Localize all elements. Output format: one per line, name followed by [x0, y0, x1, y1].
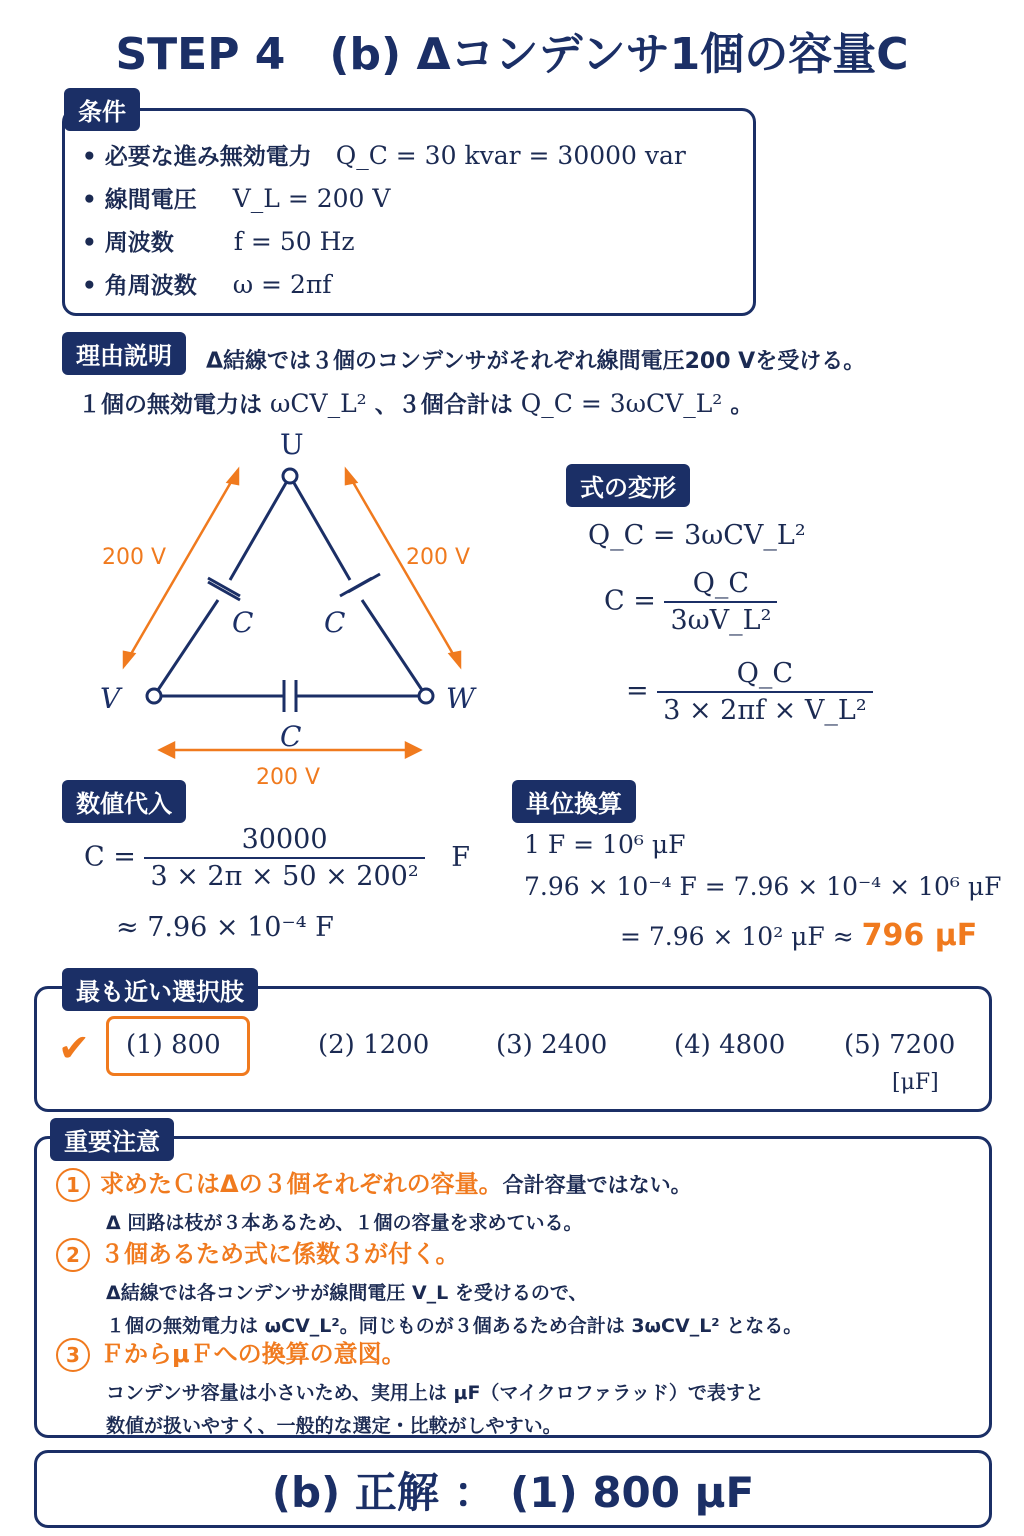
unit-conv-tag: 単位換算	[512, 780, 636, 823]
condition-row: • 角周波数 ω = 2πf	[82, 270, 332, 299]
transform-eq-3: = $\frac{Q\_C}{\text{3 × 2πf × V\_L²}}$	[626, 658, 873, 726]
transform-eq-2: C = $\frac{Q\_C}{\text{3ωV\_L²}}$	[604, 568, 777, 636]
choice-2[interactable]: (2) 1200	[318, 1030, 430, 1060]
check-icon: ✔	[58, 1026, 90, 1070]
reason-line-1: Δ結線では３個のコンデンサがそれぞれ線間電圧200 Vを受ける。	[206, 349, 866, 374]
note-1: 1 求めたＣはΔの３個それぞれの容量。合計容量ではない。 Δ 回路は枝が３本あるため、１個の容量を求めている。	[56, 1164, 956, 1235]
page-title: STEP 4 (b) Δコンデンサ1個の容量C	[115, 29, 909, 80]
capacitor-plate	[208, 578, 240, 596]
node-u	[283, 469, 297, 483]
voltage-label-right: 200 V	[406, 545, 471, 570]
condition-row: • 周波数 f = 50 Hz	[82, 227, 355, 256]
voltage-label-left: 200 V	[102, 545, 167, 570]
transform-tag: 式の変形	[566, 464, 690, 507]
reason-tag: 理由説明	[62, 332, 186, 375]
substitute-tag: 数値代入	[62, 780, 186, 823]
cap-label-right: C	[324, 606, 346, 639]
choice-4[interactable]: (4) 4800	[674, 1030, 786, 1060]
conditions-list	[82, 138, 742, 310]
cap-label-left: C	[232, 606, 254, 639]
unit-conv-line-1: 1 F = 10⁶ μF	[524, 830, 686, 859]
choices-tag: 最も近い選択肢	[62, 968, 258, 1011]
delta-circuit-diagram	[80, 428, 510, 798]
conditions-tag: 条件	[64, 88, 140, 131]
unit-conv-line-2: 7.96 × 10⁻⁴ F = 7.96 × 10⁻⁴ × 10⁶ μF	[524, 872, 1002, 901]
capacitor-plate	[208, 582, 240, 600]
capacitor-plate	[348, 574, 380, 592]
transform-eq-1: Q_C = 3ωCV_L²	[588, 520, 806, 551]
condition-row: • 必要な進み無効電力 Q_C = 30 kvar = 30000 var	[82, 141, 686, 170]
note-3: 3 ＦからμＦへの換算の意図。 コンデンサ容量は小さいため、実用上は μF（マイクロファラッド）で表すと 数値が扱いやすく、一般的な選定・比較がしやすい。	[56, 1334, 956, 1438]
answer-text: (b) 正解 ： (1) 800 μF	[271, 1468, 755, 1517]
substitute-eq: C = $\frac{30000}{\text{3 × 2π × 50 × 200²}}$ F	[84, 824, 470, 892]
voltage-label-bottom: 200 V	[256, 765, 321, 790]
choices-unit: [μF]	[892, 1070, 939, 1095]
node-w	[419, 689, 433, 703]
reason-line-2: １個の無効電力は ωCV_L² 、３個合計は Q_C = 3ωCV_L² 。	[78, 389, 754, 418]
node-v	[147, 689, 161, 703]
notes-tag: 重要注意	[50, 1118, 174, 1161]
condition-row: • 線間電圧 V_L = 200 V	[82, 184, 391, 213]
cap-label-bottom: C	[280, 720, 302, 753]
node-v-label: V	[100, 682, 121, 715]
unit-conv-line-3: = 7.96 × 10² μF ≈ 796 μF	[620, 918, 978, 953]
note-2: 2 ３個あるため式に係数３が付く。 Δ結線では各コンデンサが線間電圧 V_L を受けるので、 １個の無効電力は ωCV_L²。同じものが３個あるため合計は 3ωCV_L² となる。	[56, 1234, 956, 1338]
choice-1[interactable]: (1) 800	[126, 1030, 221, 1060]
node-u-label: U	[280, 428, 304, 461]
choice-3[interactable]: (3) 2400	[496, 1030, 608, 1060]
node-w-label: W	[446, 682, 475, 715]
substitute-approx: ≈ 7.96 × 10⁻⁴ F	[116, 912, 334, 943]
choice-5[interactable]: (5) 7200	[844, 1030, 956, 1060]
